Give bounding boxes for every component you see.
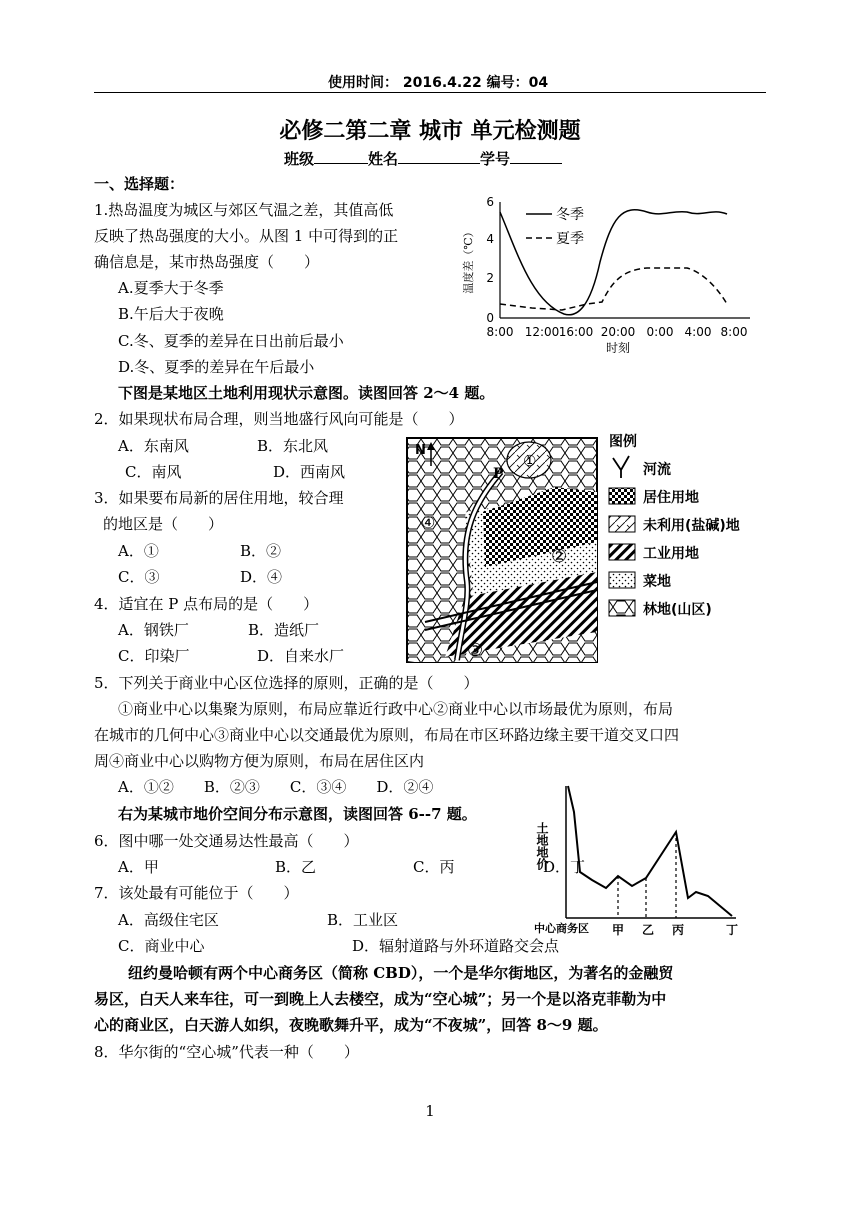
q3-option-a[interactable]: A．① <box>118 542 159 560</box>
land-price-ylabel: 土地地价 <box>535 822 549 870</box>
y-axis-label: 温度差（℃） <box>462 226 475 294</box>
intro-8-9-1: 纽约曼哈顿有两个中心商务区（简称 CBD），一个是华尔街地区，为著名的金融贸 <box>128 964 674 982</box>
xlabel-jia: 甲 <box>611 923 625 937</box>
q2-option-a[interactable]: A．东南风 <box>118 437 189 455</box>
land-use-map <box>405 432 758 664</box>
intro-8-9-2: 易区，白天人来车往，可一到晚上人去楼空，成为“空心城”；另一个是以洛克菲勒为中 <box>94 990 667 1008</box>
xlabel-bing: 丙 <box>671 923 685 937</box>
q1-stem-3: 确信息是，某市热岛强度（ ） <box>94 253 320 271</box>
q5-body-2: 在城市的几何中心③商业中心以交通最优为原则，布局在市区环路边缘主要干道交叉口四 <box>94 726 680 744</box>
header-rule <box>94 92 766 93</box>
q4-stem: 4．适宜在 P 点布局的是（ ） <box>94 595 319 613</box>
legend-residential: 居住用地 <box>643 490 699 506</box>
legend-river: 河流 <box>643 462 671 478</box>
q1-option-a[interactable]: A.夏季大于冬季 <box>118 279 224 297</box>
intro-6-7: 右为某城市地价空间分布示意图，读图回答 6--7 题。 <box>118 805 477 823</box>
id-field[interactable] <box>510 149 562 164</box>
q5-options[interactable]: A．①② B．②③ C．③④ D．②④ <box>118 778 434 796</box>
q1-stem-2: 反映了热岛强度的大小。从图 1 中可得到的正 <box>94 227 399 245</box>
q6-option-b[interactable]: B．乙 <box>275 858 317 876</box>
q7-option-b[interactable]: B．工业区 <box>327 911 399 929</box>
forest-legend-swatch <box>609 600 635 616</box>
q3-option-c[interactable]: C．③ <box>118 568 160 586</box>
ytick: 0 <box>486 311 494 325</box>
page-title: 必修二第二章 城市 单元检测题 <box>279 118 581 144</box>
xtick: 16:00 <box>558 325 594 339</box>
p-label: P <box>493 466 504 482</box>
vegetable-legend-swatch <box>609 572 635 588</box>
class-label: 班级 <box>284 150 315 168</box>
river-legend-icon <box>613 456 629 478</box>
header-info: 使用时间： 2016.4.22 编号：04 <box>328 75 549 91</box>
q8-stem: 8．华尔街的“空心城”代表一种（ ） <box>94 1043 359 1061</box>
legend-unused: 未利用(盐碱)地 <box>643 518 740 534</box>
xtick: 20:00 <box>600 325 636 339</box>
q7-option-d[interactable]: D．辐射道路与外环道路交会点 <box>352 937 560 955</box>
q3-option-b[interactable]: B．② <box>240 542 282 560</box>
legend-industrial: 工业用地 <box>643 546 699 562</box>
unused-legend-swatch <box>609 516 635 532</box>
q4-option-a[interactable]: A．钢铁厂 <box>118 621 189 639</box>
name-field[interactable] <box>398 149 480 164</box>
q1-option-b[interactable]: B.午后大于夜晚 <box>118 305 224 323</box>
q7-option-c[interactable]: C．商业中心 <box>118 937 205 955</box>
xtick: 12:00 <box>524 325 560 339</box>
q2-option-c[interactable]: C．南风 <box>125 463 182 481</box>
q1-option-c[interactable]: C.冬、夏季的差异在日出前后最小 <box>118 332 344 350</box>
xlabel-yi: 乙 <box>641 923 655 937</box>
land-price-chart <box>528 776 750 940</box>
summer-line <box>500 268 727 310</box>
q7-option-a[interactable]: A．高级住宅区 <box>118 911 219 929</box>
zone-1-label: ① <box>523 452 537 470</box>
legend-vegetable: 菜地 <box>643 574 671 590</box>
page-number: 1 <box>425 1102 435 1120</box>
q6-option-c[interactable]: C．丙 <box>413 858 455 876</box>
name-label: 姓名 <box>368 150 399 168</box>
xtick: 8:00 <box>486 325 514 339</box>
q6-option-a[interactable]: A．甲 <box>118 858 159 876</box>
ytick: 6 <box>486 195 494 209</box>
x-axis-label: 时刻 <box>605 341 631 355</box>
section-heading: 一、选择题： <box>94 175 185 193</box>
q1-option-d[interactable]: D.冬、夏季的差异在午后最小 <box>118 358 315 376</box>
q6-option-d[interactable]: D．丁 <box>543 858 586 876</box>
price-curve <box>568 786 732 916</box>
q3-stem-1: 3．如果要布局新的居住用地，较合理 <box>94 489 344 507</box>
legend-winter: 冬季 <box>556 207 584 223</box>
q3-option-d[interactable]: D．④ <box>240 568 283 586</box>
q2-option-b[interactable]: B．东北风 <box>257 437 329 455</box>
q2-stem: 2．如果现状布局合理，则当地盛行风向可能是（ ） <box>94 410 464 428</box>
zone-3-label: ③ <box>467 640 484 661</box>
xlabel-ding: 丁 <box>725 923 739 937</box>
class-field[interactable] <box>314 149 368 164</box>
residential-legend-swatch <box>609 488 635 504</box>
q5-stem: 5．下列关于商业中心区位选择的原则，正确的是（ ） <box>94 674 479 692</box>
q5-body-1: ①商业中心以集聚为原则，布局应靠近行政中心②商业中心以市场最优为原则，布局 <box>118 700 674 718</box>
q4-option-c[interactable]: C．印染厂 <box>118 647 190 665</box>
q7-stem: 7．该处最有可能位于（ ） <box>94 884 299 902</box>
ytick: 2 <box>486 271 494 285</box>
legend-title: 图例 <box>609 434 637 450</box>
q6-stem: 6．图中哪一处交通易达性最高（ ） <box>94 832 359 850</box>
xtick: 8:00 <box>720 325 748 339</box>
student-info <box>284 148 562 169</box>
north-label: N <box>415 443 426 458</box>
q3-stem-2: 的地区是（ ） <box>103 515 224 533</box>
id-label: 学号 <box>480 150 511 168</box>
xtick: 0:00 <box>646 325 674 339</box>
zone-4-label: ④ <box>421 513 436 532</box>
heat-island-chart <box>462 192 762 364</box>
legend-summer: 夏季 <box>556 231 584 247</box>
intro-2-4: 下图是某地区土地利用现状示意图。读图回答 2～4 题。 <box>118 384 495 402</box>
intro-8-9-3: 心的商业区，白天游人如织，夜晚歌舞升平，成为“不夜城”，回答 8～9 题。 <box>94 1016 608 1034</box>
zone-2-label: ② <box>551 546 568 567</box>
q2-option-d[interactable]: D．西南风 <box>273 463 346 481</box>
ytick: 4 <box>486 232 494 246</box>
industrial-legend-swatch <box>609 544 635 560</box>
xlabel-cbd: 中心商务区 <box>534 922 589 935</box>
xtick: 4:00 <box>684 325 712 339</box>
q5-body-3: 周④商业中心以购物方便为原则，布局在居住区内 <box>94 752 425 770</box>
winter-line <box>500 210 727 315</box>
q4-option-b[interactable]: B．造纸厂 <box>248 621 320 639</box>
q4-option-d[interactable]: D．自来水厂 <box>257 647 345 665</box>
q1-stem-1: 1.热岛温度为城区与郊区气温之差，其值高低 <box>94 201 394 219</box>
legend-forest: 林地(山区) <box>643 602 712 618</box>
